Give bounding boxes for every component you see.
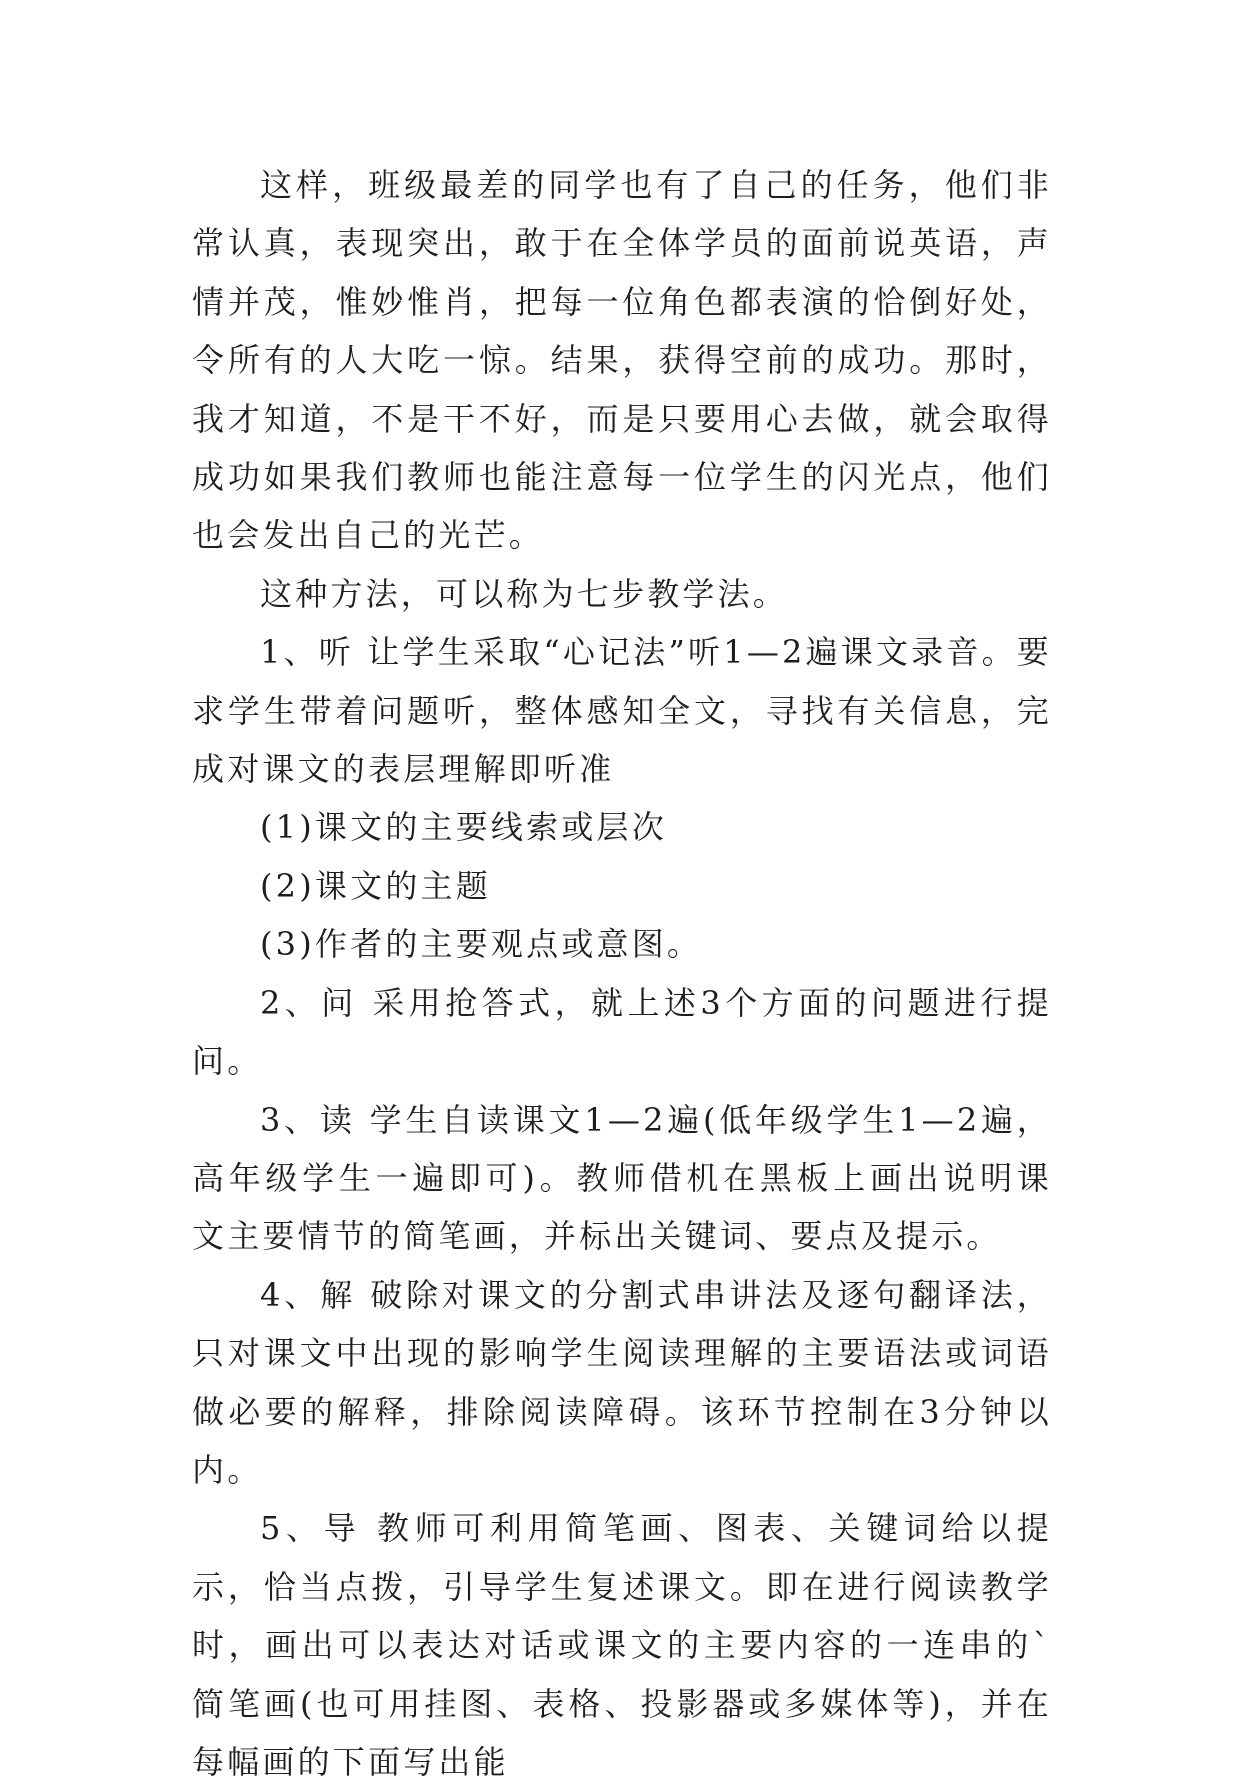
paragraph-task-story: 这样，班级最差的同学也有了自己的任务，他们非常认真，表现突出，敢于在全体学员的面前说英语，声情并茂，惟妙惟肖，把每一位角色都表演的恰倒好处，令所有的人大吃一惊。结果，获得空前的成功。那时，我才知道，不是干不好，而是只要用心去做，就会取得成功如果我们教师也能注意每一位学生的闪光点，他们也会发出自己的光芒。 — [192, 166, 1052, 555]
paragraph-step-listen: 1、听 让学生采取“心记法”听1—2遍课文录音。要求学生带着问题听，整体感知全文，寻找有关信息，完成对课文的表层理解即听准 — [192, 633, 1052, 789]
list-item-theme: (2)课文的主题 — [260, 866, 491, 905]
body-text — [192, 156, 1052, 1791]
paragraph-step-explain: 4、解 破除对课文的分割式串讲法及逐句翻译法，只对课文中出现的影响学生阅读理解的主要语法或词语做必要的解释，排除阅读障碍。该环节控制在3分钟以内。 — [192, 1275, 1052, 1489]
paragraph-method-intro: 这种方法，可以称为七步教学法。 — [260, 574, 789, 613]
list-item-viewpoint: (3)作者的主要观点或意图。 — [260, 925, 703, 964]
list-item-clue: (1)课文的主要线索或层次 — [260, 808, 667, 847]
paragraph-step-read: 3、读 学生自读课文1—2遍(低年级学生1—2遍，高年级学生一遍即可)。教师借机在黑板上画出说明课文主要情节的简笔画，并标出关键词、要点及提示。 — [192, 1100, 1052, 1256]
paragraph-step-guide: 5、导 教师可利用简笔画、图表、关键词给以提示，恰当点拨，引导学生复述课文。即在进行阅读教学时，画出可以表达对话或课文的主要内容的一连串的`简笔画(也可用挂图、表格、投影器或多媒体等)，并在每幅画的下面写出能 — [192, 1509, 1052, 1781]
paragraph-step-ask: 2、问 采用抢答式，就上述3个方面的问题进行提问。 — [192, 983, 1052, 1081]
